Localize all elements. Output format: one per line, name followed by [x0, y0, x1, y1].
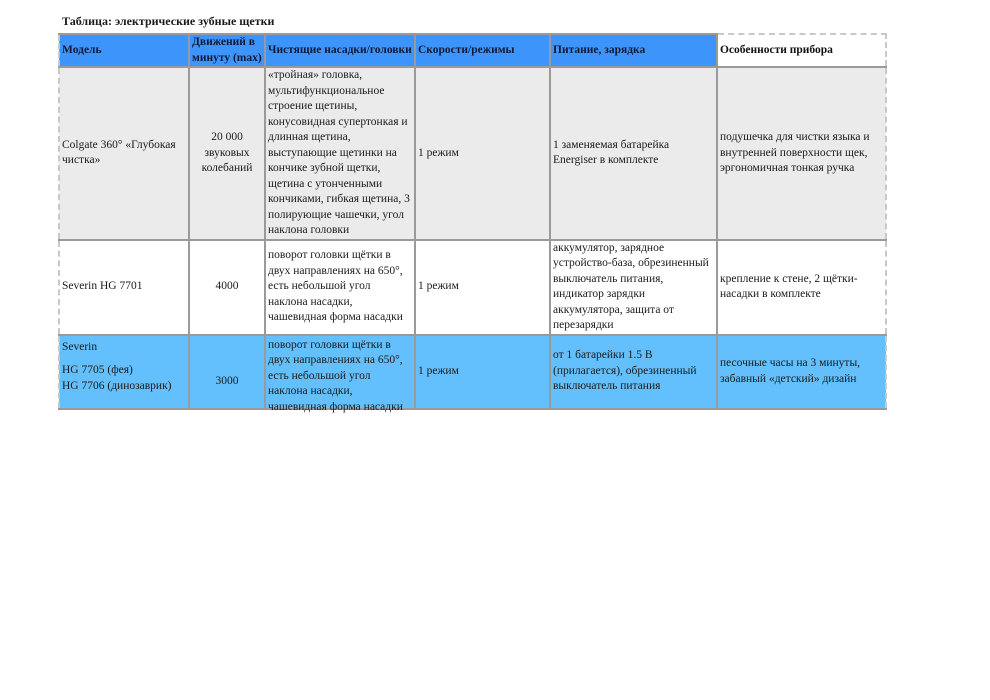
column-header-modes: Скорости/режимы — [415, 34, 550, 67]
cell-movements: 20 000 звуковых колебаний — [189, 67, 265, 240]
cell-modes: 1 режим — [415, 240, 550, 335]
model-variant: HG 7705 (фея) — [62, 364, 133, 376]
toothbrush-table — [58, 33, 887, 413]
cell-features: песочные часы на 3 минуты, забавный «детский» дизайн — [717, 335, 886, 409]
column-header-heads: Чистящие насадки/головки — [265, 34, 415, 67]
heads-text: поворот головки щётки в двух направлениях на 650°, есть небольшой угол наклона насадки, чашевидная форма насадки — [268, 338, 403, 413]
cell-features: подушечка для чистки языка и внутренней поверхности щек, эргономичная тонкая ручка — [717, 67, 886, 240]
cell-heads: поворот головки щётки в двух направлениях на 650°, есть небольшой угол наклона насадки, чашевидная форма насадки — [265, 240, 415, 335]
cell-modes: 1 режим — [415, 335, 550, 409]
model-variant: HG 7706 (динозаврик) — [62, 379, 172, 392]
cell-power: аккумулятор, зарядное устройство-база, обрезиненный выключатель питания, индикатор зарядки аккумулятора, защита от перезарядки — [550, 240, 717, 335]
table-caption: Таблица: электрические зубные щетки — [62, 14, 275, 28]
model-brand: Severin — [62, 340, 98, 353]
cell-movements: 4000 — [189, 240, 265, 335]
cell-modes: 1 режим — [415, 67, 550, 240]
cell-heads — [265, 335, 415, 413]
table-row — [59, 240, 886, 335]
column-header-model: Модель — [59, 34, 189, 67]
column-header-movements: Движений в минуту (max) — [189, 34, 265, 67]
table-row — [59, 67, 886, 240]
movements-value: 3000 — [215, 374, 239, 387]
header-row — [59, 34, 886, 67]
cell-model — [59, 335, 189, 409]
cell-model: Colgate 360° «Глубокая чистка» — [59, 67, 189, 240]
column-header-features: Особенности прибора — [717, 34, 886, 67]
table-row — [59, 335, 886, 409]
cell-movements — [189, 335, 265, 409]
cell-features: крепление к стене, 2 щётки-насадки в комплекте — [717, 240, 886, 335]
cell-power: 1 заменяемая батарейка Energiser в комплекте — [550, 67, 717, 240]
cell-model: Severin HG 7701 — [59, 240, 189, 335]
cell-power: от 1 батарейки 1.5 В (прилагается), обрезиненный выключатель питания — [550, 335, 717, 409]
column-header-power: Питание, зарядка — [550, 34, 717, 67]
cell-heads: «тройная» головка, мультифункциональное строение щетины, конусовидная супертонкая и длинная щетина, выступающие щетинки на кончике зубной щетки, щетина с утонченными кончиками, гибкая щетина, 3 полирующие чашечки, угол наклона головки — [265, 67, 415, 240]
